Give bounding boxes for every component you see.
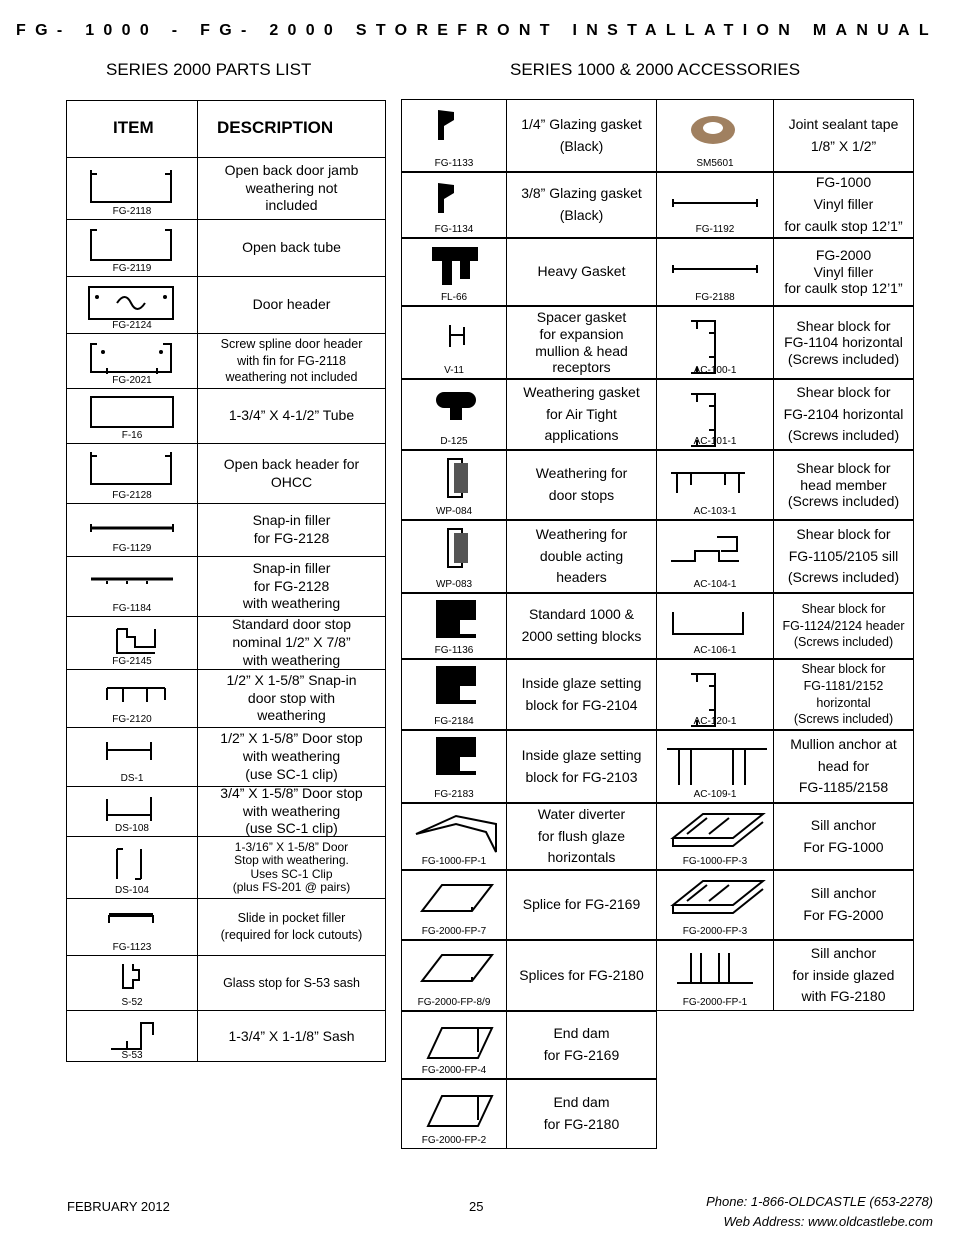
accessory-desc-cell — [773, 172, 914, 238]
accessory-desc-cell — [773, 940, 914, 1011]
accessory-image-cell — [656, 306, 774, 379]
footer-contact — [633, 1192, 933, 1231]
part-code: FG-2124 — [112, 320, 152, 331]
accessory-code: D-125 — [440, 436, 468, 447]
accessory-description: 1/4” Glazing gasket (Black) — [521, 115, 642, 154]
accessory-desc-cell — [773, 803, 914, 870]
accessory-desc-cell — [773, 593, 914, 659]
parts-row — [67, 443, 385, 503]
accessory-image-cell — [656, 520, 774, 593]
footer-web: Web Address: www.oldcastlebe.com — [723, 1213, 933, 1229]
accessory-desc-cell — [506, 1079, 657, 1149]
accessory-desc-cell — [506, 803, 657, 870]
part-description: 1-3/16” X 1-5/8” Door Stop with weathering. Uses SC-1 Clip (plus FS-201 @ pairs) — [232, 840, 351, 894]
part-description: 1-3/4” X 1-1/8” Sash — [228, 1028, 355, 1045]
description-column-header: DESCRIPTION — [217, 118, 334, 137]
accessory-image-cell — [401, 730, 507, 803]
accessory-description: Sill anchor For FG-1000 — [803, 816, 884, 855]
accessory-image-cell — [656, 803, 774, 870]
accessory-image-cell — [656, 940, 774, 1011]
accessory-image-cell — [401, 593, 507, 659]
accessory-desc-cell — [506, 99, 657, 172]
parts-row — [67, 276, 385, 333]
accessory-description: FG-2000 Vinyl filler for caulk stop 12’1” — [784, 247, 903, 297]
accessory-desc-cell — [506, 730, 657, 803]
accessory-image-cell — [401, 940, 507, 1011]
accessory-description: Inside glaze setting block for FG-2103 — [521, 746, 642, 785]
part-code: DS-104 — [115, 885, 149, 896]
part-description: Snap-in filler for FG-2128 with weathering — [242, 559, 341, 612]
accessory-desc-cell — [773, 306, 914, 379]
parts-row — [67, 556, 385, 616]
parts-list-heading: SERIES 2000 PARTS LIST — [106, 60, 312, 79]
accessory-description: Shear block for head member (Screws included) — [787, 460, 900, 510]
accessory-image-cell — [401, 450, 507, 520]
accessory-description: Spacer gasket for expansion mullion & head receptors — [535, 309, 628, 376]
accessory-image-cell — [656, 659, 774, 730]
part-code: FG-2128 — [112, 490, 152, 501]
accessory-code: AC-101-1 — [693, 436, 737, 447]
parts-table-header — [67, 101, 385, 157]
accessory-code: WP-083 — [435, 579, 473, 590]
accessory-desc-cell — [773, 730, 914, 803]
accessory-description: Shear block for FG-1104 horizontal (Screws included) — [784, 317, 903, 367]
accessory-desc-cell — [506, 172, 657, 238]
accessory-desc-cell — [773, 99, 914, 172]
accessory-description: Splices for FG-2180 — [519, 966, 644, 983]
accessories-heading: SERIES 1000 & 2000 ACCESSORIES — [510, 60, 801, 79]
parts-row — [67, 836, 385, 898]
parts-row — [67, 786, 385, 836]
accessory-desc-cell — [773, 520, 914, 593]
accessory-code: FG-1133 — [434, 158, 474, 169]
part-description: 3/4” X 1-5/8” Door stop with weathering (use SC-1 clip) — [220, 784, 363, 837]
accessory-code: WP-084 — [435, 506, 473, 517]
parts-row — [67, 388, 385, 443]
accessory-desc-cell — [773, 450, 914, 520]
accessory-description: Joint sealant tape 1/8” X 1/2” — [788, 115, 899, 154]
accessory-description: End dam for FG-2180 — [543, 1094, 620, 1132]
part-code: S-53 — [121, 1050, 143, 1061]
accessory-description: End dam for FG-2169 — [543, 1025, 620, 1063]
accessory-code: AC-103-1 — [693, 506, 737, 517]
accessory-code: FL-66 — [440, 292, 468, 303]
accessory-code: FG-2000-FP-2 — [421, 1135, 487, 1146]
part-code: FG-2118 — [112, 206, 152, 217]
part-description: Screw spline door header with fin for FG-2118 weathering not included — [220, 336, 363, 385]
accessory-description: Inside glaze setting block for FG-2104 — [521, 674, 642, 713]
part-description: Open back tube — [242, 239, 341, 256]
accessory-code: AC-106-1 — [693, 645, 737, 656]
part-code: FG-2120 — [112, 714, 152, 725]
accessory-code: FG-1134 — [434, 224, 474, 235]
accessory-image-cell — [656, 379, 774, 450]
accessory-desc-cell — [773, 238, 914, 306]
accessory-image-cell — [401, 659, 507, 730]
part-description: Open back header for OHCC — [223, 455, 360, 490]
accessory-description: Weathering gasket for Air Tight applications — [523, 383, 640, 444]
accessory-code: FG-1136 — [434, 645, 474, 656]
manual-title: FG- 1000 - FG- 2000 STOREFRONT INSTALLATION MANUAL — [16, 22, 938, 39]
footer-phone: Phone: 1-866-OLDCASTLE (653-2278) — [706, 1194, 933, 1209]
accessory-image-cell — [401, 803, 507, 870]
accessory-description: Heavy Gasket — [537, 263, 626, 280]
part-code: DS-1 — [120, 773, 144, 784]
part-code: FG-2145 — [112, 656, 152, 667]
part-code: S-52 — [121, 997, 143, 1008]
accessory-image-cell — [401, 870, 507, 940]
accessory-description: 3/8” Glazing gasket (Black) — [521, 185, 642, 223]
accessory-image-cell — [656, 593, 774, 659]
accessories-table — [401, 99, 914, 1149]
accessory-desc-cell — [506, 450, 657, 520]
accessory-image-cell — [656, 870, 774, 940]
parts-row — [67, 1010, 385, 1063]
accessory-code: AC-104-1 — [693, 579, 737, 590]
part-code: FG-1123 — [112, 942, 152, 953]
part-description: 1/2” X 1-5/8” Door stop with weathering (use SC-1 clip) — [220, 730, 363, 782]
item-column-header: ITEM — [113, 118, 154, 137]
accessory-image-cell — [401, 306, 507, 379]
accessory-description: Weathering for door stops — [535, 465, 628, 503]
accessory-description: Weathering for double acting headers — [535, 525, 628, 586]
accessory-description: Water diverter for flush glaze horizontals — [537, 805, 626, 866]
parts-row — [67, 333, 385, 388]
accessory-desc-cell — [506, 1011, 657, 1079]
part-description: Slide in pocket filler (required for lock cutouts) — [220, 911, 363, 942]
accessory-code: FG-2183 — [434, 789, 474, 800]
accessory-image-cell — [656, 238, 774, 306]
accessory-image-cell — [401, 172, 507, 238]
accessory-description: Splice for FG-2169 — [522, 896, 641, 913]
accessory-code: FG-1000-FP-3 — [682, 856, 748, 867]
part-code: F-16 — [121, 430, 143, 441]
accessory-code: FG-2184 — [434, 716, 474, 727]
page-number: 25 — [469, 1199, 484, 1214]
parts-row — [67, 503, 385, 556]
accessory-description: Sill anchor for inside glazed with FG-2180 — [792, 944, 895, 1005]
accessory-desc-cell — [506, 520, 657, 593]
accessory-desc-cell — [506, 306, 657, 379]
accessory-image-cell — [401, 379, 507, 450]
accessory-desc-cell — [506, 659, 657, 730]
parts-row — [67, 219, 385, 276]
part-code: FG-1129 — [112, 543, 152, 554]
accessory-image-cell — [401, 520, 507, 593]
part-description: 1-3/4” X 4-1/2” Tube — [228, 407, 355, 424]
accessory-desc-cell — [506, 593, 657, 659]
parts-row — [67, 616, 385, 669]
accessory-image-cell — [401, 1011, 507, 1079]
accessory-code: FG-2000-FP-4 — [421, 1065, 487, 1076]
accessory-desc-cell — [506, 238, 657, 306]
accessory-image-cell — [401, 238, 507, 306]
accessory-desc-cell — [506, 870, 657, 940]
accessory-image-cell — [401, 1079, 507, 1149]
accessory-code: FG-1000-FP-1 — [421, 856, 487, 867]
accessory-description: Standard 1000 & 2000 setting blocks — [521, 606, 642, 644]
accessory-code: FG-1192 — [695, 224, 735, 235]
accessory-code: FG-2000-FP-3 — [682, 926, 748, 937]
accessory-description: Sill anchor For FG-2000 — [803, 885, 884, 923]
accessory-code: SM5601 — [696, 158, 734, 169]
accessory-description: Mullion anchor at head for FG-1185/2158 — [790, 735, 897, 796]
part-code: FG-1184 — [112, 603, 152, 614]
accessory-image-cell — [656, 730, 774, 803]
parts-row — [67, 898, 385, 955]
accessory-description: FG-1000 Vinyl filler for caulk stop 12’1” — [784, 174, 903, 234]
footer-date: FEBRUARY 2012 — [67, 1199, 170, 1214]
accessory-image-cell — [401, 99, 507, 172]
parts-row — [67, 727, 385, 786]
accessory-desc-cell — [773, 870, 914, 940]
accessory-description: Shear block for FG-1105/2105 sill (Screws included) — [787, 525, 900, 586]
accessory-code: FG-2000-FP-8/9 — [417, 997, 491, 1008]
accessory-description: Shear block for FG-1124/2124 header (Screws included) — [782, 601, 905, 650]
accessory-desc-cell — [773, 659, 914, 730]
accessory-code: V-11 — [444, 365, 464, 376]
accessory-code: FG-2188 — [695, 292, 735, 303]
accessory-code: FG-2000-FP-1 — [682, 997, 748, 1008]
part-description: Standard door stop nominal 1/2” X 7/8” with weathering — [231, 616, 352, 668]
parts-row — [67, 157, 385, 219]
accessory-code: AC-120-1 — [693, 716, 737, 727]
accessory-description: Shear block for FG-2104 horizontal (Screws included) — [783, 383, 904, 444]
accessory-description: Shear block for FG-1181/2152 horizontal (Screws included) — [793, 661, 894, 727]
part-description: 1/2” X 1-5/8” Snap-in door stop with weathering — [226, 671, 357, 724]
accessory-image-cell — [656, 450, 774, 520]
part-description: Door header — [252, 296, 331, 313]
accessory-image-cell — [656, 99, 774, 172]
parts-row — [67, 955, 385, 1010]
part-code: FG-2021 — [112, 375, 152, 386]
parts-table — [66, 100, 386, 1062]
parts-row — [67, 669, 385, 727]
accessory-code: AC-100-1 — [693, 365, 737, 376]
accessory-desc-cell — [773, 379, 914, 450]
accessory-desc-cell — [506, 379, 657, 450]
accessory-desc-cell — [506, 940, 657, 1011]
part-description: Glass stop for S-53 sash — [223, 975, 360, 990]
part-code: FG-2119 — [112, 263, 152, 274]
accessory-image-cell — [656, 172, 774, 238]
part-description: Snap-in filler for FG-2128 — [252, 512, 331, 546]
accessory-code: FG-2000-FP-7 — [421, 926, 487, 937]
part-code: DS-108 — [115, 823, 149, 834]
accessory-code: AC-109-1 — [693, 789, 737, 800]
part-description: Open back door jamb weathering not included — [224, 161, 359, 214]
